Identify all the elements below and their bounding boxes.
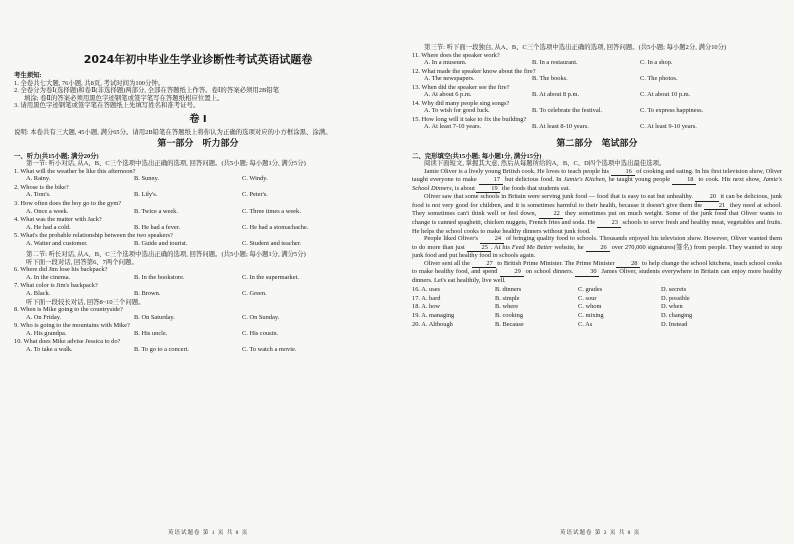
cloze-option: D. Instead [661,320,688,328]
answer-option: A. In a museum. [424,59,467,67]
answer-option: C. At least 9-10 years. [640,123,697,131]
passage-text: to British Prime Minister. The Prime Minister [495,259,617,267]
answer-option: C. On Sunday. [242,313,280,321]
answer-option: B. At about 8 p.m. [532,91,580,99]
answer-option: B. To go to a concert. [134,345,189,353]
cloze-option: D. possible [661,294,690,302]
passage-text: , is about [451,184,477,192]
cloze-option-row [412,286,782,294]
blank-25: 25 [467,244,491,253]
cloze-option: 20. A. Although [412,320,453,328]
answer-option: B. Twice a week. [134,207,178,215]
answer-option: A. To wish for good luck. [424,107,490,115]
cloze-option-row [412,321,782,329]
section2-intro: 第二节: 听长对话, 从A、B、C三个选项中选出正确的选项, 回答问题。(共5小题; 每小题1分, 满分5分) [26,251,306,259]
page-footer: 英语试题卷 第 1 页 共 8 页 [168,530,249,536]
section3-intro: 第三节: 听下面一段独白, 从A、B、C三个选项中选出正确的选项, 回答问题。(共5小题; 每小题2分, 满分10分) [424,44,727,51]
passage-text: to help change the school kitchens, teach school cooks to make healthy food, and spend [412,259,782,276]
answer-option: C. In the supermarket. [242,273,299,281]
cloze-option: C. whom [578,303,602,311]
cloze-option: B. where [495,303,519,311]
passage-text: of cooking and eating. In his first television show, Oliver taught everyone to make [412,167,782,184]
answer-option: C. His cousin. [242,329,279,337]
cloze-option: D. secrets [661,286,687,294]
blank-22: 22 [539,210,563,219]
section2-questions-b [14,306,382,353]
blank-27: 27 [472,260,496,269]
answer-option: A. He had a cold. [26,223,71,231]
blank-30: 30 [575,268,599,277]
answer-options [14,191,382,199]
blank-24: 24 [480,235,504,244]
question-stem: 7. What color is Jim's backpack? [14,282,98,290]
blank-20: 20 [695,193,719,202]
answer-option: A. To take a walk. [26,345,73,353]
section2-questions-a [14,266,382,297]
section2-note: 听下面一段对话, 回答第6、7两个问题。 [26,258,138,266]
answer-option: B. His uncle. [134,329,168,337]
answer-options [14,208,382,216]
show-title: Jamie's Kitchen [563,176,605,184]
passage-text: , he taught young people [604,176,673,184]
website-title: Feed Me Better [511,243,553,251]
notice-item: 1. 全卷共七大题, 76小题, 共8页, 考试时间为100分钟。 [14,79,165,87]
blank-17: 17 [479,176,503,185]
part1-heading: 第一部分 听力部分 [157,139,239,150]
cloze-option-row [412,312,782,320]
answer-option: B. To celebrate the festival. [532,107,603,115]
cloze-option: C. grades [578,286,603,294]
answer-option: B. At least 8-10 years. [532,123,589,131]
cloze-option: B. cooking [495,312,524,320]
answer-option: A. Black. [26,289,51,297]
cloze-option: 16. A. uses [412,286,441,294]
blank-23: 23 [597,219,621,228]
answer-option: A. On Friday. [26,313,62,321]
passage-text: they sometimes put on much weight. Some of the junk food that Oliver wants to change is canned spaghetti, chicken nuggets, French fries and soda. He [412,210,782,226]
answer-option: A. Tom's. [26,191,51,199]
passage-text: it can be delicious, junk food is not very good for children, and it is sometimes harmful to their health, because it doesn't give them the [412,193,782,209]
answer-option: C. Peter's. [242,191,268,199]
cloze-option: B. simple [495,294,520,302]
answer-options [14,346,382,354]
answer-option: B. In a restaurant. [532,59,578,67]
answer-option: C. Student and teacher. [242,239,302,247]
passage-text: website, he [552,243,586,251]
answer-option: C. To watch a movie. [242,345,297,353]
cloze-option: 17. A. hard [412,294,441,302]
instruction-text: 说明: 本卷共有三大题, 45小题, 满分65分。请用2B铅笔在答题纸上将你认为正确的选项对应的小方框涂黑、涂满。 [14,128,332,136]
show-title: Jamie's School Dinners [412,176,782,192]
answer-option: C. At about 10 p.m. [640,91,691,99]
right-page [412,44,782,329]
cloze-paragraph-3 [412,235,782,260]
passage-text: schools to serve fresh and healthy meat, vegetables and fruits. He helps the school cooks to make healthy dinners without junk food. [412,219,783,235]
answer-option: C. Green. [242,289,267,297]
passage-text: over 270,000 signatures(签名) from people. They wanted to stop junk food and put healthy food in schools again. [412,243,783,260]
cloze-heading: 二、完形填空(共15小题; 每小题1分, 满分15分) [412,152,542,160]
answer-option: B. Sunny. [134,175,159,183]
passage-text: of bringing quality food to schools. Thousands enjoyed his television show. However, Oliver wanted them to do more than just [412,235,782,251]
answer-option: A. Rainy. [26,175,51,183]
passage-text: Oliver saw that some schools in Britain were serving junk food — food that is easy to eat but unhealthy. [424,193,695,201]
cloze-option: D. changing [661,312,693,320]
left-page [14,72,382,354]
notice-item: 填涂; 卷Ⅱ的答案必须用黑色字迹钢笔或签字笔写在答题纸相应位置上。 [24,94,224,102]
notice-item: 2. 全卷分为卷Ⅰ(选择题)和卷Ⅱ(非选择题)两部分, 全部在答题纸上作答。卷Ⅰ的答案必须用2B铅笔 [14,87,280,95]
question-stem: 6. Where did Jim lose his backpack? [14,266,108,274]
question-stem: 8. When is Mike going to the countryside? [14,306,123,314]
blank-19: 19 [476,185,500,194]
notice-item: 3. 请用黑色字迹钢笔或签字笔在答题纸上先填写姓名和准考证号。 [14,102,200,110]
answer-option: B. Lily's. [134,191,158,199]
cloze-option-row [412,303,782,311]
part2-heading: 第二部分 笔试部分 [556,139,638,150]
answer-option: B. On Saturday. [134,313,175,321]
cloze-option: B. dinners [495,286,522,294]
answer-option: A. Once a week. [26,207,69,215]
notice-list [14,80,382,110]
answer-option: C. In a shop. [640,59,673,67]
question-stem: 5. What's the probable relationship between the two speakers? [14,232,173,240]
cloze-option: 19. A. managing [412,312,455,320]
passage-text: . At his [490,243,512,251]
cloze-options [412,286,782,328]
answer-option: A. His grandpa. [26,329,67,337]
passage-text: on school dinners. [523,268,576,276]
cloze-option: B. Because [495,320,524,328]
question-stem: 3. How often does the boy go to the gym? [14,199,122,207]
passage-text: Oliver sent all the [424,259,472,267]
question-stem: 2. Whose is the bike? [14,183,69,191]
question-stem: 9. Who is going to the mountains with Mike? [14,322,130,330]
question-stem: 13. When did the speaker see the fire? [412,83,510,91]
cloze-option: 18. A. how [412,303,441,311]
passage-text: James Oliver, students everywhere in Britain can enjoy more healthy dinners. Let's eat healthily, live well. [412,268,782,284]
answer-options [412,75,782,83]
answer-option: A. The newspapers. [424,75,475,83]
passage-text: Jamie Oliver is a lively young British cook. He loves to teach people his [424,167,611,175]
blank-18: 18 [672,176,696,185]
cloze-paragraph-4 [412,260,782,285]
passage-text: the foods that students eat. [500,184,571,192]
answer-option: C. The photos. [640,75,678,83]
passage-text: People liked Oliver's [424,235,480,243]
question-stem: 10. What does Mike advise Jessica to do? [14,338,121,346]
answer-options [14,175,382,183]
answer-option: A. At least 7-10 years. [424,123,482,131]
answer-option: B. He had a fever. [134,223,181,231]
passage-text: they need at school. They sometimes can't think well or feel down, [412,201,782,218]
cloze-option: C. As [578,320,593,328]
question-stem: 14. Why did many people sing songs? [412,99,510,107]
answer-option: C. Three times a week. [242,207,301,215]
section3-questions [412,52,782,131]
answer-option: B. The books. [532,75,568,83]
exam-title: 2024年初中毕业生学业诊断性考试英语试题卷 [83,53,313,66]
answer-option: A. In the cinema. [26,273,71,281]
question-stem: 12. What made the speaker know about the fire? [412,67,536,75]
answer-options [14,224,382,232]
question-stem: 1. What will the weather be like this afternoon? [14,167,136,175]
question-stem: 11. Where does the speaker work? [412,51,500,59]
answer-option: A. At about 6 p.m. [424,91,472,99]
cloze-paragraph-2 [412,193,782,235]
passage-text: but delicious food. In [502,176,564,184]
blank-28: 28 [616,260,640,269]
cloze-option-row [412,295,782,303]
answer-option: A. Waiter and customer. [26,239,88,247]
cloze-option: D. when [661,303,683,311]
cloze-paragraph-1 [412,168,782,194]
answer-options [412,91,782,99]
blank-29: 29 [500,268,524,277]
cloze-intro: 阅读下面短文, 掌握其大意, 然后从每题所给的A、B、C、D四个选项中选出最佳选项。 [424,160,666,168]
page-footer: 英语试题卷 第 2 页 共 8 页 [560,530,641,536]
answer-option: C. He had a stomachache. [242,223,309,231]
notice-label: 考生须知: [14,72,42,79]
answer-option: B. Brown. [134,289,161,297]
answer-options [14,274,382,282]
answer-option: C. Windy. [242,175,268,183]
blank-16: 16 [611,168,635,177]
blank-26: 26 [586,244,610,253]
volume-heading: 卷 Ⅰ [189,113,207,125]
question-stem: 15. How long will it take to fix the building? [412,115,527,123]
section1-intro: 第一节: 听小对话, 从A、B、C三个选项中选出正确的选项, 回答问题。(共5小题; 每小题1分, 满分5分) [26,160,306,168]
answer-options [14,314,382,322]
answer-option: B. In the bookstore. [134,273,185,281]
section1-questions [14,168,382,247]
answer-option: B. Guide and tourist. [134,239,188,247]
answer-option: C. To express happiness. [640,107,704,115]
cloze-option: C. mixing [578,312,604,320]
answer-options [14,290,382,298]
passage-text: to cook. His next show, [696,176,763,184]
answer-options [412,107,782,115]
answer-options [14,240,382,248]
question-stem: 4. What was the matter with Jack? [14,216,102,224]
cloze-option: C. sour [578,294,597,302]
blank-21: 21 [704,202,728,211]
listening-heading: 一、听力(共15小题; 满分20分) [14,152,99,160]
section2-note: 听下面一段较长对话, 回答8~10三个问题。 [26,298,145,306]
answer-options [14,330,382,338]
answer-options [412,123,782,131]
answer-options [412,59,782,67]
